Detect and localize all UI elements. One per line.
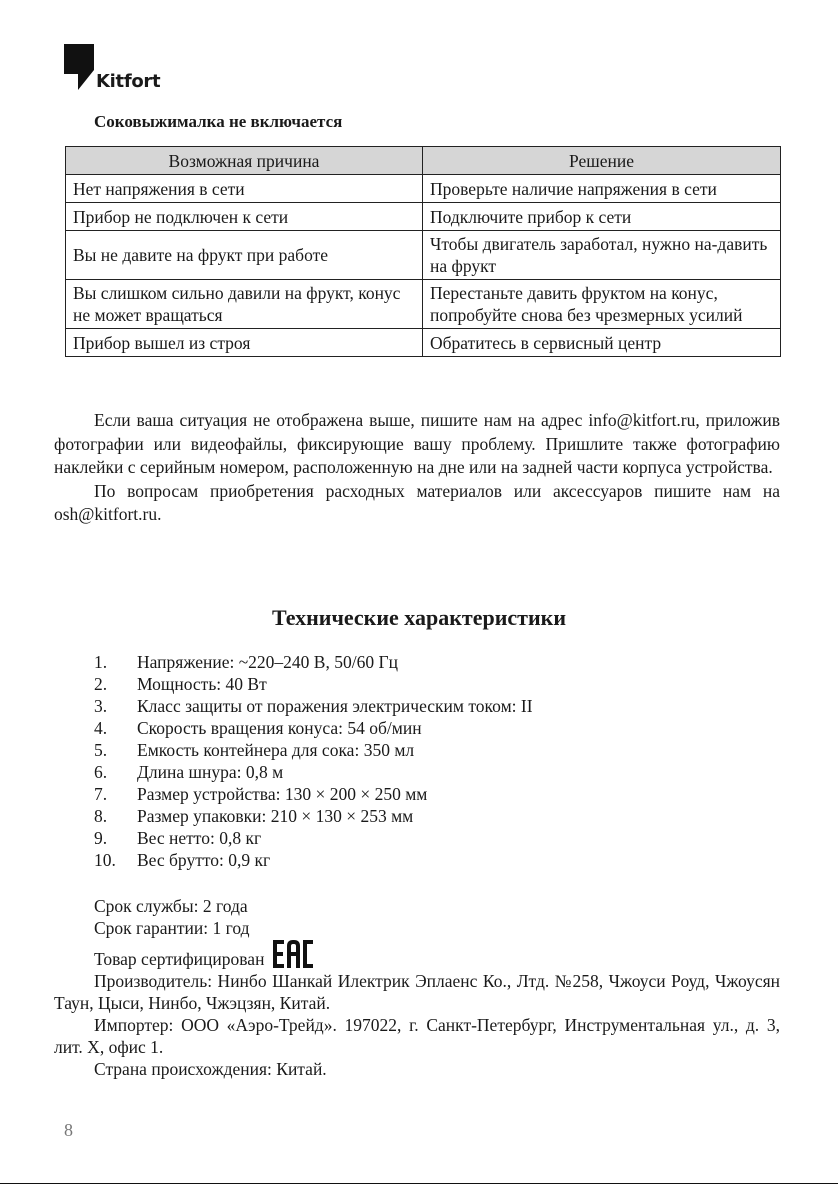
list-text: Емкость контейнера для сока: 350 мл: [137, 740, 415, 760]
product-info: [54, 895, 780, 1080]
kitfort-logo-icon: [64, 44, 94, 90]
list-number: 2.: [94, 674, 108, 694]
list-text: Вес брутто: 0,9 кг: [137, 850, 271, 870]
solution-cell: Перестаньте давить фруктом на конус, попробуйте снова без чрезмерных усилий: [423, 280, 781, 329]
list-text: Вес нетто: 0,8 кг: [137, 828, 262, 848]
list-item: [94, 805, 533, 827]
cause-cell: Прибор не подключен к сети: [66, 203, 423, 231]
list-number: 3.: [94, 696, 108, 716]
bottom-divider: [0, 1183, 838, 1184]
list-number: 9.: [94, 828, 108, 848]
certified-text: Товар сертифицирован: [94, 949, 265, 969]
specs-list: [94, 651, 533, 871]
list-item: [94, 739, 533, 761]
list-text: Скорость вращения конуса: 54 об/мин: [137, 718, 422, 738]
list-item: [94, 673, 533, 695]
service-life: Срок службы: 2 года: [94, 896, 248, 916]
table-row: [66, 175, 781, 203]
list-item: [94, 783, 533, 805]
list-item: [94, 651, 533, 673]
list-item: [94, 717, 533, 739]
country-of-origin: Страна происхождения: Китай.: [94, 1059, 327, 1079]
accessories-paragraph: По вопросам приобретения расходных материалов или аксессуаров пишите нам на osh@kitfort.ru.: [54, 480, 780, 525]
list-item: [94, 849, 533, 871]
list-text: Размер устройства: 130 × 200 × 250 мм: [137, 784, 428, 804]
list-number: 5.: [94, 740, 108, 760]
list-text: Напряжение: ~220–240 В, 50/60 Гц: [137, 652, 398, 672]
troubleshooting-heading: Соковыжималка не включается: [94, 112, 343, 131]
manufacturer: Производитель: Нинбо Шанкай Илектрик Эплаенс Ко., Лтд. №258, Чжоуси Роуд, Чжоусян Таун, Цыси, Нинбо, Чжэцзян, Китай.: [54, 971, 780, 1013]
list-number: 8.: [94, 806, 108, 826]
cause-cell: Прибор вышел из строя: [66, 329, 423, 357]
list-item: [94, 761, 533, 783]
cause-cell: Нет напряжения в сети: [66, 175, 423, 203]
list-text: Класс защиты от поражения электрическим током: II: [137, 696, 533, 716]
column-header-cause: Возможная причина: [66, 147, 423, 175]
table-header-row: [66, 147, 781, 175]
list-text: Длина шнура: 0,8 м: [137, 762, 284, 782]
contact-paragraphs: [54, 409, 780, 527]
solution-cell: Проверьте наличие напряжения в сети: [423, 175, 781, 203]
importer: Импортер: ООО «Аэро-Трейд». 197022, г. Санкт-Петербург, Инструментальная ул., д. 3, лит. Х, офис 1.: [54, 1015, 780, 1057]
certification-line: [54, 939, 780, 970]
cause-cell: Вы не давите на фрукт при работе: [66, 231, 423, 280]
list-number: 7.: [94, 784, 108, 804]
troubleshooting-table: [65, 146, 781, 357]
brand-name: Kitfort: [96, 71, 161, 92]
column-header-solution: Решение: [423, 147, 781, 175]
cause-cell: Вы слишком сильно давили на фрукт, конус не может вращаться: [66, 280, 423, 329]
list-item: [94, 827, 533, 849]
table-row: [66, 280, 781, 329]
page-number: 8: [64, 1120, 73, 1140]
list-text: Размер упаковки: 210 × 130 × 253 мм: [137, 806, 414, 826]
list-item: [94, 695, 533, 717]
table-row: [66, 231, 781, 280]
warranty-period: Срок гарантии: 1 год: [94, 918, 250, 938]
list-number: 10.: [94, 850, 116, 870]
contact-paragraph: Если ваша ситуация не отображена выше, пишите нам на адрес info@kitfort.ru, приложив фотографии или видеофайлы, фиксирующие вашу проблему. Пришлите также фотографию наклейки с серийным номером, расположенную на дне или на задней части корпуса устройства.: [54, 410, 780, 478]
list-number: 1.: [94, 652, 108, 672]
brand-logo: [64, 44, 160, 90]
list-number: 6.: [94, 762, 108, 782]
table-row: [66, 203, 781, 231]
solution-cell: Чтобы двигатель заработал, нужно на-давить на фрукт: [423, 231, 781, 280]
specs-title: Технические характеристики: [271, 605, 567, 630]
list-number: 4.: [94, 718, 108, 738]
solution-cell: Подключите прибор к сети: [423, 203, 781, 231]
list-text: Мощность: 40 Вт: [137, 674, 267, 694]
table-row: [66, 329, 781, 357]
eac-mark-icon: [272, 939, 314, 969]
solution-cell: Обратитесь в сервисный центр: [423, 329, 781, 357]
